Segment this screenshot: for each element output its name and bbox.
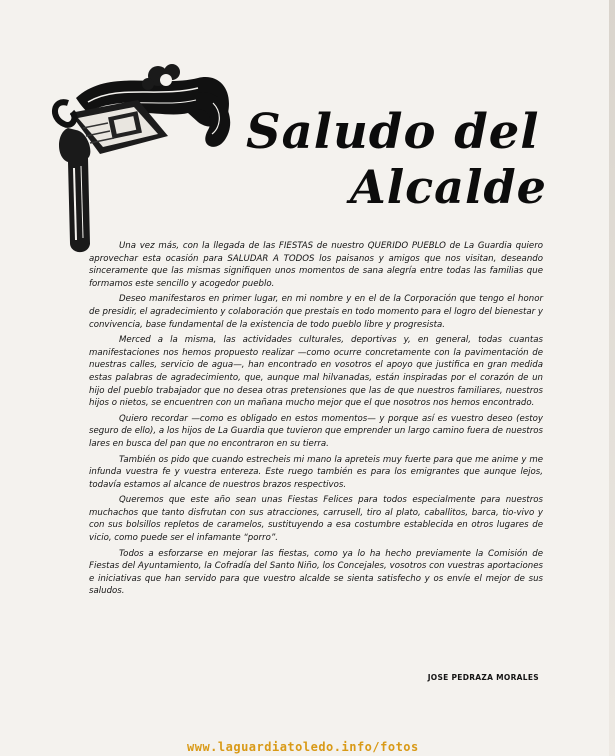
paragraph: Una vez más, con la llegada de las FIESTAS de nuestro QUERIDO PUEBLO de La Guardia quiero aprovechar esta ocasión para SALUDAR A TODOS los paisanos y amigos que nos visitan, deseando sinceramente que las mismas signifiquen unos momentos de sana alegría entre todas las familias que formamos este sencillo y acogedor pueblo.: [89, 241, 543, 289]
page-title-line-1: Saludo del: [246, 104, 540, 160]
article-body: [89, 240, 543, 598]
author-signature: JOSE PEDRAZA MORALES: [427, 673, 539, 682]
paragraph: Deseo manifestaros en primer lugar, en mi nombre y en el de la Corporación que tengo el honor de presidir, el agradecimiento y colaboración que prestais en todo momento para el logro del bienestar y convivencia, base fundamental de la existencia de todo pueblo libre y progresista.: [89, 294, 543, 330]
scroll-banner-icon: [48, 58, 238, 258]
page-title-line-2: Alcalde: [350, 160, 547, 214]
watermark-url: www.laguardiatoledo.info/fotos: [187, 740, 419, 754]
paragraph: También os pido que cuando estrecheis mi mano la apreteis muy fuerte para que me anime y me infunda vuestra fe y vuestra entereza. Este ruego también es para los emigrantes que aunque lejos, todavía estamos al alcance de nuestros brazos respectivos.: [89, 454, 543, 490]
page-edge: [609, 0, 615, 756]
paragraph: Merced a la misma, las actividades culturales, deportivas y, en general, todas cuantas manifestaciones nos hemos propuesto realizar —como ocurre concretamente con la pavimentación de nuestras calles, servicio de agua—, han encontrado en vosotros el apoyo que justifica en gran medida estas palabras de agradecimiento, que, aunque mal hilvanadas, están inspiradas por el corazón de un hijo del pueblo trabajador que no desea otras pretensiones que las de que nuestros familiares, nuestros hijos o nietos, se encuentren con un mañana mucho mejor que el que nosotros nos hemos encontrado.: [89, 335, 543, 409]
paragraph: Quiero recordar —como es obligado en estos momentos— y porque así es vuestro deseo (estoy seguro de ello), a los hijos de La Guardia que tuvieron que emprender un largo camino fuera de nuestros lares en busca del pan que no encontraron en su tierra.: [89, 413, 543, 449]
paragraph: Todos a esforzarse en mejorar las fiestas, como ya lo ha hecho previamente la Comisión de Fiestas del Ayuntamiento, la Cofradía del Santo Niño, los Concejales, vosotros con vuestras aportaciones e iniciativas que han servido para que vuestro alcalde se sienta satisfecho y os envíe el mejor de sus saludos.: [89, 548, 543, 597]
paragraph: Queremos que este año sean unas Fiestas Felices para todos especialmente para nuestros muchachos que tanto disfrutan con sus atracciones, carrusell, tiro al plato, caballitos, barca, tio-vivo y con sus bolsillos repletos de caramelos, sustituyendo a esa costumbre establecida en otros lugares de vicio, como puede ser el infamante “porro”.: [89, 495, 543, 544]
